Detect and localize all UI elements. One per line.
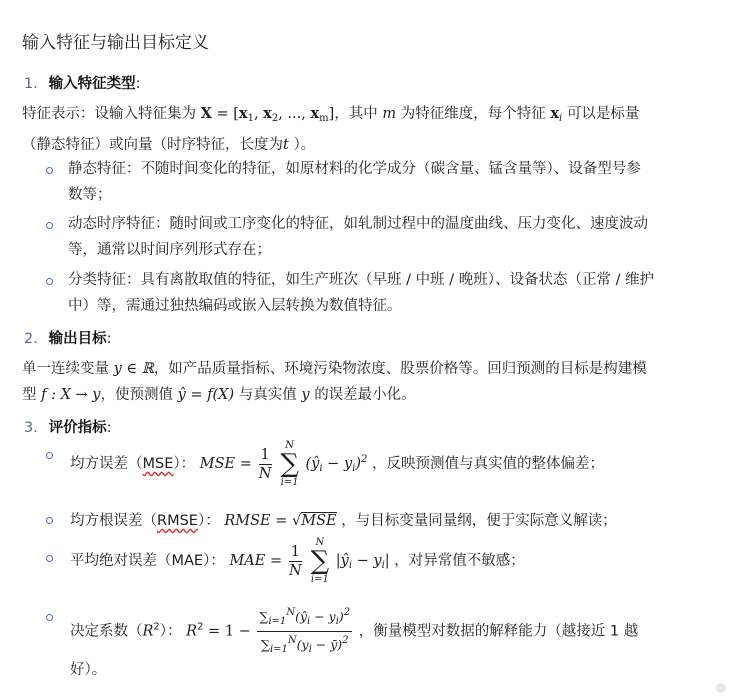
list-item: 分类特征：具有离散取值的特征，如生产班次（早班 / 中班 / 晚班）、设备状态（正常 / 维护 中）等，需通过独热编码或嵌入层转换为数值特征。 [52, 267, 712, 319]
bullet-icon [46, 278, 53, 285]
bullet-icon [46, 222, 53, 229]
feature-representation-paragraph: 特征表示：设输入特征集为 $X = [x_1$, $x_2$, ..., $x_m$]，其中 m 为特征维度，每个特征 $x_i$ 可以是标量 （静态特征）或向量（时序特征，长度为t ）。 [22, 105, 640, 153]
bullet-icon [46, 452, 53, 459]
feature-set-formula: [$x_1$, $x_2$, ..., $x_m$] [233, 105, 335, 124]
page-title: 输入特征与输出目标定义 [22, 33, 209, 53]
bullet-icon [46, 614, 53, 621]
metric-r2-continuation: 好）。 [70, 662, 107, 678]
metric-rmse: 均方根误差（RMSE）： RMSE = √MSE ，与目标变量同量纲，便于实际意义解读； [70, 513, 617, 529]
output-target-paragraph: 单一连续变量 y ∈ ℝ，如产品质量指标、环境污染物浓度、股票价格等。回归预测的目标是构建模 型 f : X → y，使预测值 ŷ = f(X) 与真实值 y 的误差最小化。 [22, 361, 647, 403]
section-heading-input-features: 1. 输入特征类型: [24, 76, 141, 92]
section-number: 1. [24, 76, 38, 92]
section-name: 输入特征类型 [48, 76, 136, 92]
bullet-icon [46, 167, 53, 174]
bullet-icon [46, 555, 53, 562]
metric-r2: 决定系数$(R^2)$： $R^2 = 1$ − $\frac{\sum_{i=1}^N(ŷ_i - y_i)^2}{\sum_{i=1}^N(y_i - ȳ)^2}$ ，衡量模型对数据的解释能力（越接近 1 越 [70, 604, 720, 659]
list-item: 静态特征：不随时间变化的特征，如原材料的化学成分（碳含量、锰含量等）、设备型号参 数等； [52, 156, 712, 208]
metric-mse: 均方误差（MSE）： MSE = $\frac{1}{N}$ N ∑ i=1 $(ŷ_i - y_i)^2$ ，反映预测值与真实值的整体偏差； [70, 440, 604, 488]
bullet-icon [46, 517, 53, 524]
scroll-indicator [716, 683, 726, 693]
section-heading-output-target: 2. 输出目标: [24, 331, 112, 347]
metric-mae: 平均绝对误差（MAE）： MAE = $\frac{1}{N}$ N ∑ i=1 $|ŷ_i - y_i|$ ，对异常值不敏感； [70, 537, 525, 585]
list-item: 动态时序特征：随时间或工序变化的特征，如轧制过程中的温度曲线、压力变化、速度波动 等，通常以时间序列形式存在； [52, 211, 712, 263]
section-heading-metrics: 3. 评价指标: [24, 420, 112, 436]
